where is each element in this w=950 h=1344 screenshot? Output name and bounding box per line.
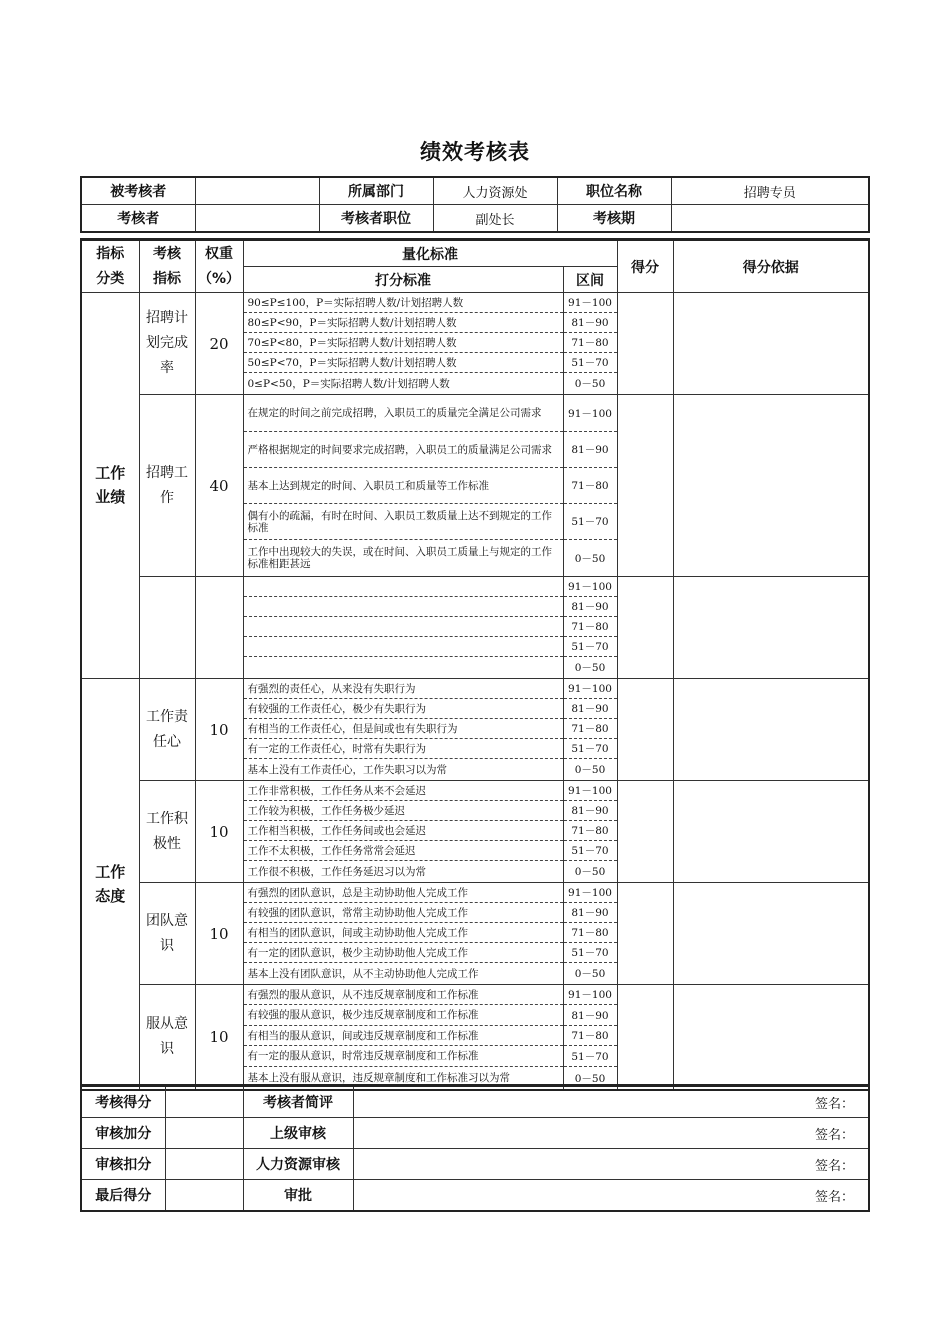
scoring-standard: 偶有小的疏漏，有时在时间、入职员工数质量上达不到规定的工作标准 [244,504,563,540]
scoring-standard: 有强烈的团队意识，总是主动协助他人完成工作 [244,883,563,903]
final-score-field[interactable] [165,1180,243,1212]
assessor-comment-field[interactable] [353,1086,869,1118]
indicator-name [139,679,195,781]
scoring-standard: 工作很不积极，工作任务延迟习以为常 [247,865,426,878]
indicator-weight [195,577,243,679]
standards-cell [243,781,563,883]
score-range: 91－100 [564,577,617,597]
standards-cell [243,679,563,781]
score-range: 51－70 [564,353,617,373]
indicator-weight: 20 [195,293,243,395]
indicator-weight: 40 [195,395,243,577]
scoring-standard: 有强烈的责任心，从来没有失职行为 [244,679,563,699]
employee-label: 被考核者 [81,177,195,205]
category-performance [81,293,139,679]
scoring-standard: 有一定的工作责任心，时常有失职行为 [244,739,563,759]
scoring-standard: 工作非常积极，工作任务从来不会延迟 [244,781,563,801]
indicator-name [139,781,195,883]
info-table [80,176,870,233]
standards-cell [243,395,563,577]
scoring-standard: 有较强的服从意识，极少违反规章制度和工作标准 [244,1005,563,1026]
scoring-standard: 有一定的团队意识，极少主动协助他人完成工作 [244,943,563,963]
col-indicator-line1: 考核 [153,245,181,262]
col-quant: 量化标准 [243,240,617,267]
indicator-name-text: 服从意识 [146,1016,188,1057]
scoring-standard [244,637,563,657]
indicator-row [81,883,869,985]
score-range: 0－50 [574,378,606,390]
score-basis-field[interactable] [673,293,869,395]
scoring-standard: 工作不太积极，工作任务常常会延迟 [244,841,563,861]
hr-review-field[interactable] [353,1149,869,1180]
col-weight-line2: （%） [197,270,241,287]
scoring-standard: 基本上达到规定的时间、入职员工和质量等工作标准 [244,468,563,504]
signature-label: 签名： [814,1158,854,1174]
score-range: 71－80 [564,468,617,504]
signature-label: 签名： [814,1127,854,1143]
approval-field[interactable] [353,1180,869,1212]
standards-cell [243,883,563,985]
score-range: 51－70 [564,637,617,657]
scoring-standard: 70≤P<80，P＝实际招聘人数/计划招聘人数 [244,333,563,353]
period-field[interactable] [671,205,869,233]
score-range: 0－50 [574,866,606,878]
scoring-standard: 严格根据规定的时间要求完成招聘，入职员工的质量满足公司需求 [244,432,563,468]
score-range: 91－100 [564,781,617,801]
category-attitude [81,679,139,1091]
score-range: 0－50 [574,968,606,980]
scoring-standard [244,617,563,637]
scoring-standard: 有较强的工作责任心，极少有失职行为 [244,699,563,719]
indicator-weight: 10 [195,679,243,781]
indicator-row [81,985,869,1091]
bonus-field[interactable] [165,1118,243,1149]
total-score-label: 考核得分 [81,1086,165,1118]
score-range: 51－70 [564,504,617,540]
assessor-comment-label: 考核者简评 [243,1086,353,1118]
signature-label: 签名： [814,1096,854,1112]
score-range: 81－90 [564,432,617,468]
score-range: 91－100 [564,293,617,313]
indicator-row [81,781,869,883]
position-label: 职位名称 [557,177,671,205]
indicator-name-text: 工作积极性 [146,810,188,852]
score-basis-field[interactable] [673,883,869,985]
col-category-line1: 指标 [96,245,125,262]
indicator-name [139,577,195,679]
scoring-standard: 50≤P<70，P＝实际招聘人数/计划招聘人数 [244,353,563,373]
score-field[interactable] [617,577,673,679]
scoring-standard: 有相当的工作责任心，但是间或也有失职行为 [244,719,563,739]
col-basis: 得分依据 [673,240,869,293]
col-category [81,240,139,293]
scoring-standard: 基本上没有服从意识，违反规章制度和工作标准习以为常 [247,1072,510,1084]
col-weight-line1: 权重 [205,245,233,262]
col-indicator-line2: 指标 [153,270,181,287]
page-title: 绩效考核表 [420,140,530,164]
total-score-field[interactable] [165,1086,243,1118]
score-range: 91－100 [564,679,617,699]
score-range: 71－80 [564,617,617,637]
ranges-cell [563,577,617,679]
indicator-weight: 10 [195,883,243,985]
score-range: 81－90 [564,313,617,333]
scoring-standard: 90≤P≤100，P＝实际招聘人数/计划招聘人数 [244,293,563,313]
indicator-weight: 10 [195,781,243,883]
score-range: 91－100 [564,395,617,432]
scoring-standard [244,597,563,617]
score-range: 0－50 [574,764,606,776]
score-range: 71－80 [564,719,617,739]
score-range: 81－90 [564,699,617,719]
score-range: 81－90 [564,801,617,821]
col-standard: 打分标准 [243,267,563,293]
col-indicator [139,240,195,293]
assessor-position-label: 考核者职位 [319,205,433,233]
scoring-standard: 0≤P<50，P＝实际招聘人数/计划招聘人数 [247,377,450,390]
bonus-label: 审核加分 [81,1118,165,1149]
ranges-cell [563,781,617,883]
score-range: 91－100 [564,985,617,1005]
kpi-table [80,238,870,1091]
indicator-name-text: 工作责任心 [146,708,188,750]
score-range: 51－70 [564,841,617,861]
score-range: 0－50 [574,662,606,674]
assessor-label: 考核者 [81,205,195,233]
scoring-standard: 有相当的团队意识，间或主动协助他人完成工作 [244,923,563,943]
indicator-name-text: 招聘工作 [146,464,188,506]
deduction-label: 审核扣分 [81,1149,165,1180]
score-basis-field[interactable] [673,577,869,679]
scoring-standard: 有强烈的服从意识，从不违反规章制度和工作标准 [244,985,563,1005]
score-field[interactable] [617,781,673,883]
ranges-cell [563,883,617,985]
scoring-standard: 基本上没有团队意识，从不主动协助他人完成工作 [247,967,479,980]
score-field[interactable] [617,985,673,1091]
score-range: 0－50 [574,1072,606,1085]
superior-review-field[interactable] [353,1118,869,1149]
employee-field[interactable] [195,177,319,205]
score-range: 51－70 [564,943,617,963]
scoring-standard: 有一定的服从意识，时常违反规章制度和工作标准 [244,1046,563,1067]
final-score-label: 最后得分 [81,1180,165,1212]
indicator-row [81,293,869,395]
score-range: 81－90 [564,1005,617,1026]
scoring-standard: 有相当的服从意识，间或违反规章制度和工作标准 [244,1026,563,1046]
dept-field[interactable]: 人力资源处 [433,177,557,205]
score-field[interactable] [617,883,673,985]
standards-cell [243,293,563,395]
period-label: 考核期 [557,205,671,233]
indicator-name [139,883,195,985]
approval-label: 审批 [243,1180,353,1212]
score-range: 81－90 [564,903,617,923]
ranges-cell [563,293,617,395]
score-field[interactable] [617,395,673,577]
score-field[interactable] [617,679,673,781]
category-label: 工作业绩 [95,464,126,506]
assessor-field[interactable] [195,205,319,233]
score-range: 91－100 [564,883,617,903]
indicator-name [139,293,195,395]
scoring-standard: 工作相当积极，工作任务间或也会延迟 [244,821,563,841]
ranges-cell [563,985,617,1091]
indicator-name [139,395,195,577]
col-score: 得分 [617,240,673,293]
score-range: 71－80 [564,1026,617,1046]
assessor-position-field[interactable]: 副处长 [433,205,557,233]
indicator-row [81,577,869,679]
score-range: 71－80 [564,923,617,943]
ranges-cell [563,679,617,781]
indicator-name-text: 团队意识 [146,912,188,954]
score-field[interactable] [617,293,673,395]
indicator-row [81,679,869,781]
hr-review-label: 人力资源审核 [243,1149,353,1180]
standards-cell [243,985,563,1091]
score-range: 51－70 [564,1046,617,1067]
category-label: 工作态度 [95,862,126,905]
scoring-standard: 工作较为积极，工作任务极少延迟 [244,801,563,821]
scoring-standard [244,657,563,678]
indicator-name [139,985,195,1091]
col-weight [195,240,243,293]
score-basis-field[interactable] [673,985,869,1091]
col-range: 区间 [563,267,617,293]
approval-table [80,1084,870,1212]
score-range: 71－80 [564,333,617,353]
scoring-standard: 在规定的时间之前完成招聘，入职员工的质量完全满足公司需求 [244,395,563,432]
ranges-cell [563,395,617,577]
scoring-standard [244,577,563,597]
score-range: 0－50 [574,552,606,565]
indicator-name-text: 招聘计划完成率 [146,310,188,376]
score-range: 81－90 [564,597,617,617]
score-basis-field[interactable] [673,395,869,577]
standards-cell [243,577,563,679]
dept-label: 所属部门 [319,177,433,205]
score-range: 51－70 [564,739,617,759]
scoring-standard: 有较强的团队意识，常常主动协助他人完成工作 [244,903,563,923]
scoring-standard: 基本上没有工作责任心，工作失职习以为常 [247,763,447,776]
position-field[interactable]: 招聘专员 [671,177,869,205]
col-category-line2: 分类 [96,270,125,287]
scoring-standard: 80≤P<90，P＝实际招聘人数/计划招聘人数 [244,313,563,333]
scoring-standard: 工作中出现较大的失误，或在时间、入职员工质量上与规定的工作标准相距甚远 [247,546,552,570]
deduction-field[interactable] [165,1149,243,1180]
signature-label: 签名： [814,1189,854,1205]
score-range: 71－80 [564,821,617,841]
score-basis-field[interactable] [673,679,869,781]
indicator-row [81,395,869,577]
superior-review-label: 上级审核 [243,1118,353,1149]
indicator-weight: 10 [195,985,243,1091]
score-basis-field[interactable] [673,781,869,883]
